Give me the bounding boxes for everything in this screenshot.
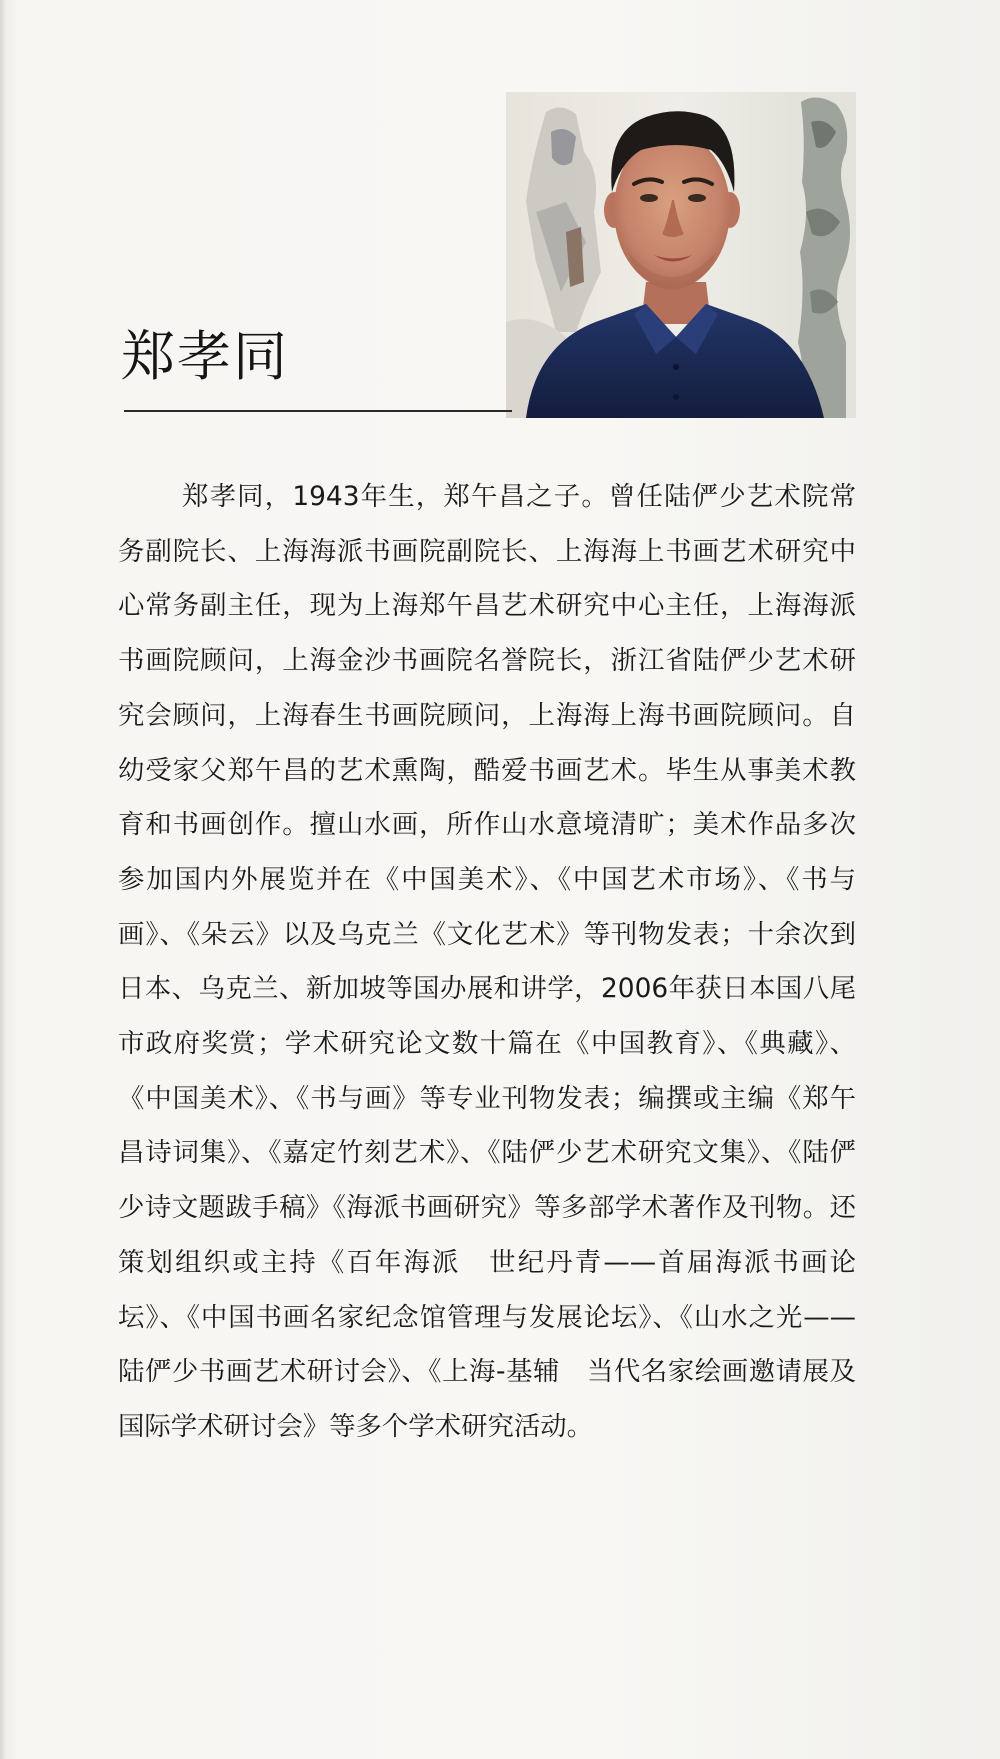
portrait-photo [506,92,856,418]
page-edge-shadow [0,0,6,1759]
portrait-illustration [506,92,856,418]
person-name-heading: 郑孝同 [121,325,289,388]
title-underline [124,410,512,412]
biography-paragraph: 郑孝同，1943年生，郑午昌之子。曾任陆俨少艺术院常务副院长、上海海派书画院副院长、上海海上书画艺术研究中心常务副主任，现为上海郑午昌艺术研究中心主任，上海海派书画院顾问，上海金沙书画院名誉院长，浙江省陆俨少艺术研究会顾问，上海春生书画院顾问，上海海上海书画院顾问。自幼受家父郑午昌的艺术熏陶，酷爱书画艺术。毕生从事美术教育和书画创作。擅山水画，所作山水意境清旷；美术作品多次参加国内外展览并在《中国美术》、《中国艺术市场》、《书与画》、《朵云》以及乌克兰《文化艺术》等刊物发表；十余次到日本、乌克兰、新加坡等国办展和讲学，2006年获日本国八尾市政府奖赏；学术研究论文数十篇在《中国教育》、《典藏》、《中国美术》、《书与画》等专业刊物发表；编撰或主编《郑午昌诗词集》、《嘉定竹刻艺术》、《陆俨少艺术研究文集》、《陆俨少诗文题跋手稿》《海派书画研究》等多部学术著作及刊物。还策划组织或主持《百年海派 世纪丹青——首届海派书画论坛》、《中国书画名家纪念馆管理与发展论坛》、《山水之光——陆俨少书画艺术研讨会》、《上海-基辅 当代名家绘画邀请展及国际学术研讨会》等多个学术研究活动。 [118,481,856,1442]
